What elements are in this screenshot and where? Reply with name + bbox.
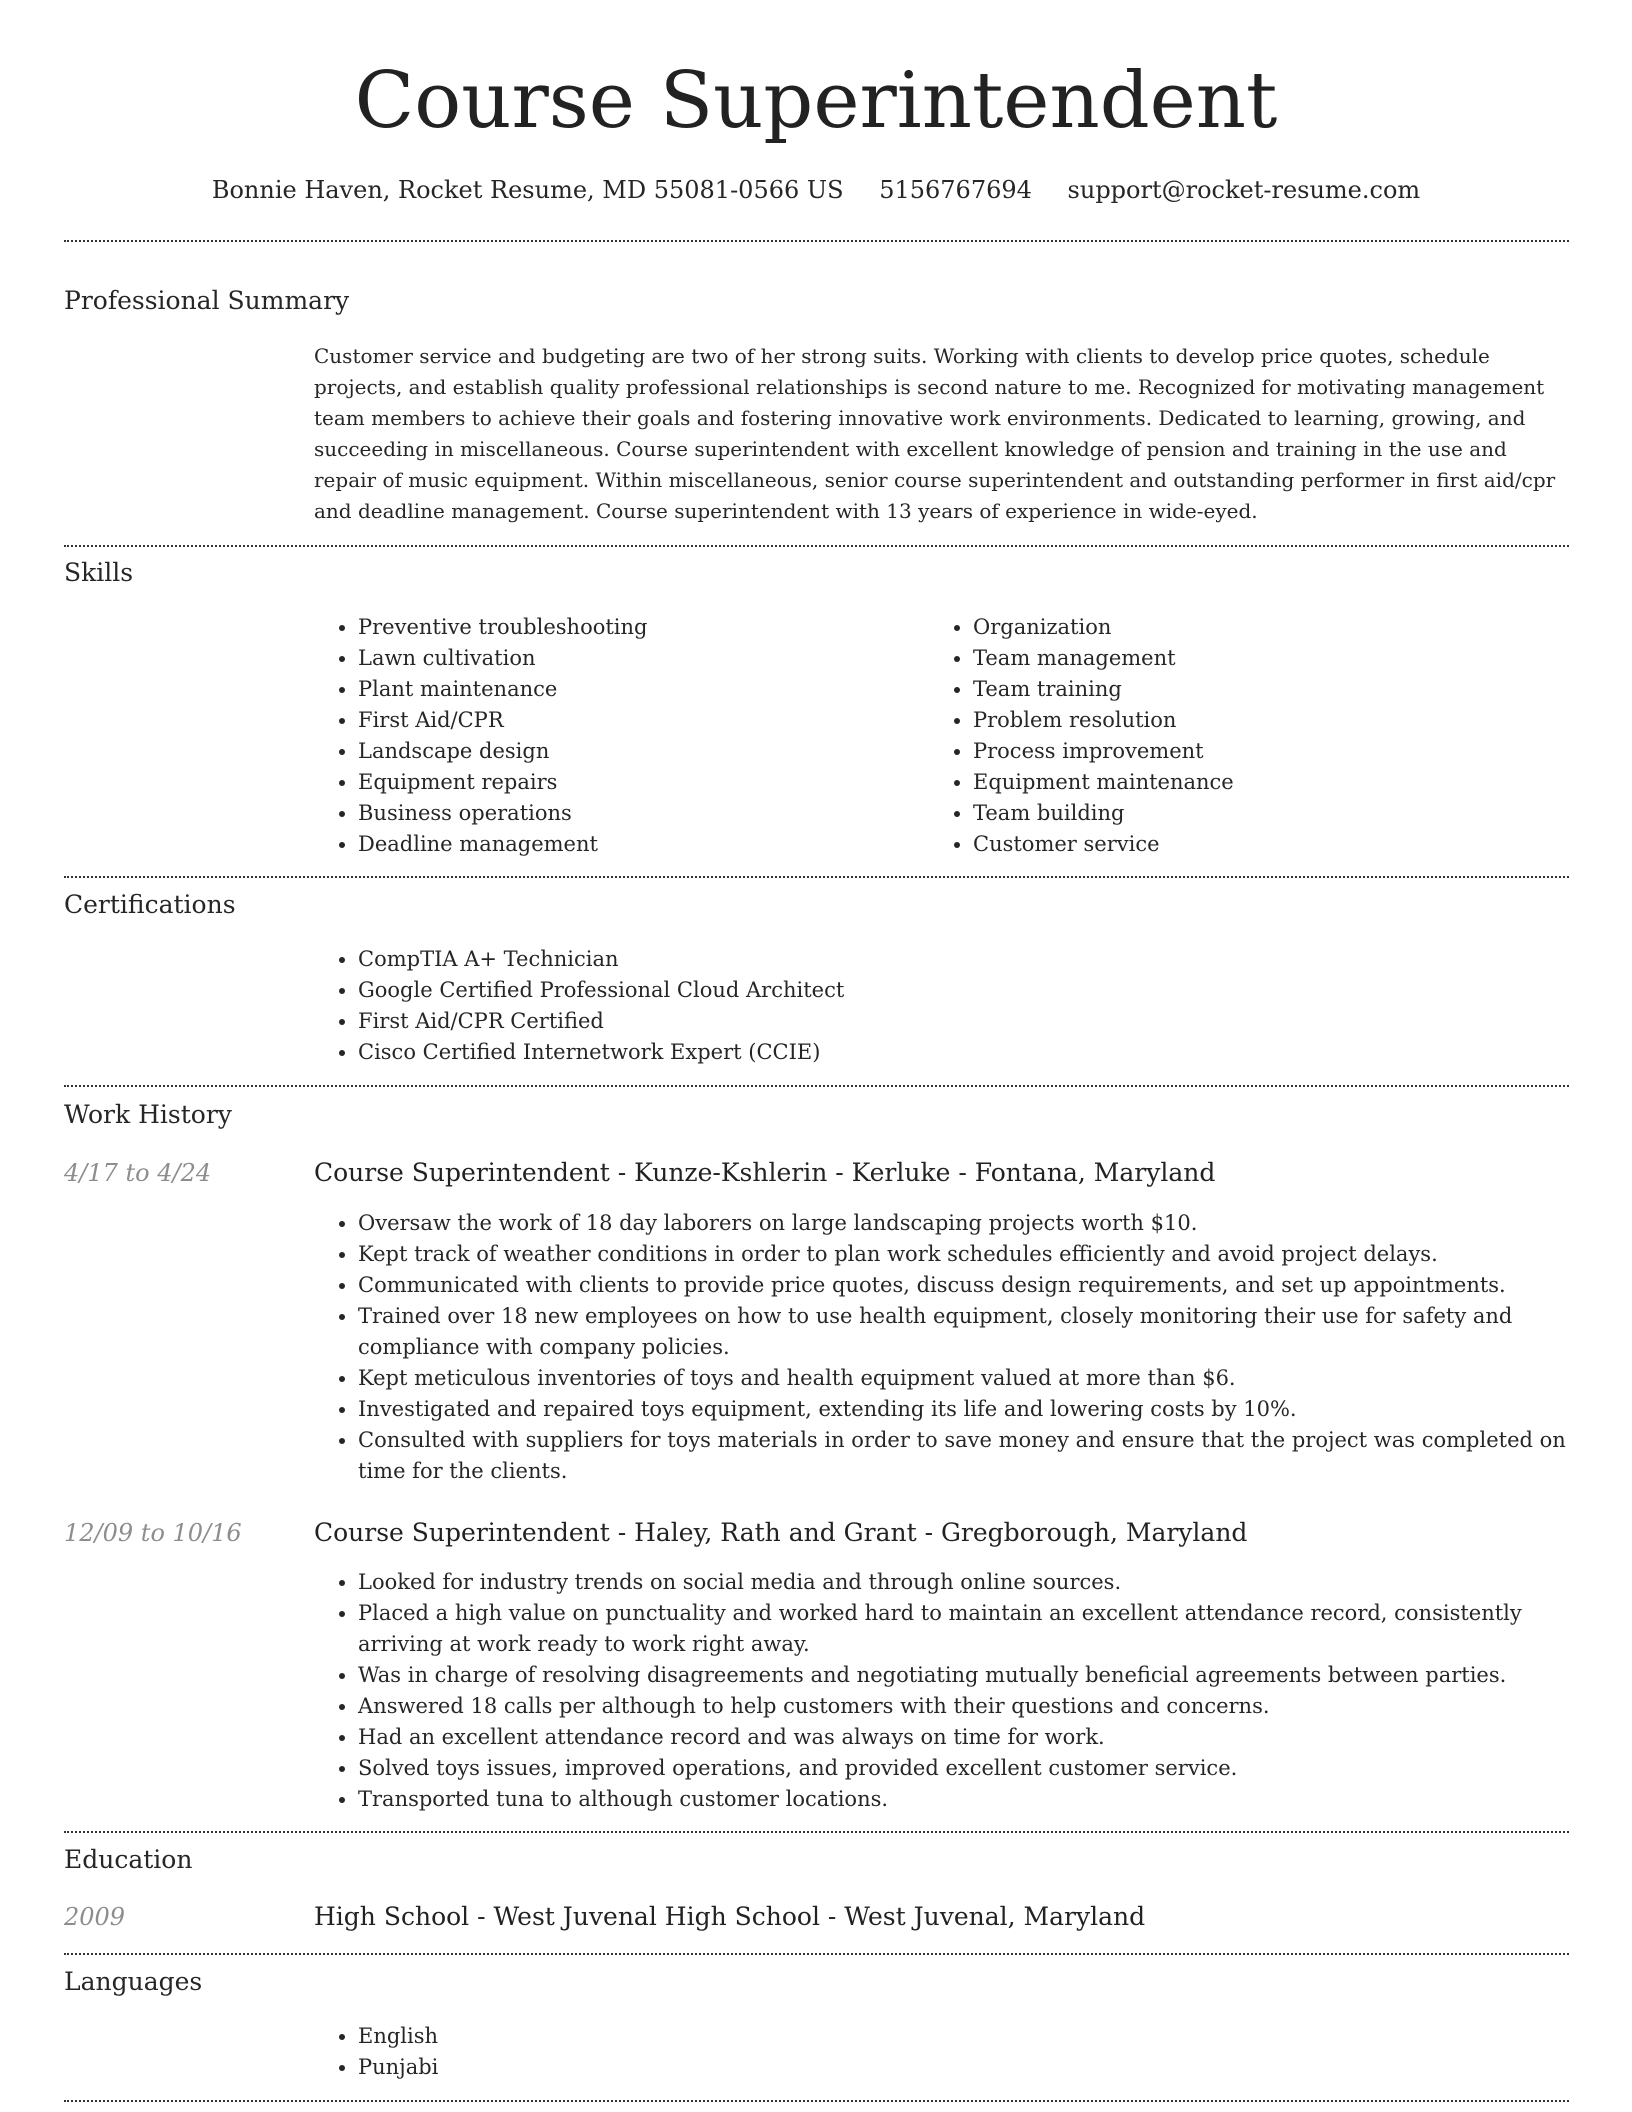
skill-item: • Lawn cultivation xyxy=(358,643,918,674)
education-year: 2009 xyxy=(64,1903,126,1931)
skill-item: • Equipment maintenance xyxy=(973,767,1573,798)
resume-name: Course Superintendent xyxy=(354,56,1278,146)
skill-item: • Organization xyxy=(973,612,1573,643)
job-title: Course Superintendent - Kunze-Kshlerin - Kerluke - Fontana, Maryland xyxy=(314,1158,1216,1187)
divider xyxy=(64,1953,1569,1955)
divider xyxy=(64,1085,1569,1087)
divider xyxy=(64,1831,1569,1833)
section-title-certifications: Certifications xyxy=(64,890,236,919)
skills-list-left xyxy=(314,612,918,860)
job-bullet: • Was in charge of resolving disagreements and negotiating mutually beneficial agreements between parties. xyxy=(358,1660,1608,1691)
contact-line xyxy=(0,170,1632,210)
section-title-education: Education xyxy=(64,1845,193,1874)
skill-item: • Equipment repairs xyxy=(358,767,918,798)
job-bullet: • Kept track of weather conditions in order to plan work schedules efficiently and avoid project delays. xyxy=(358,1239,1608,1270)
job-bullet: • Communicated with clients to provide price quotes, discuss design requirements, and set up appointments. xyxy=(358,1270,1608,1301)
certification-item: • Google Certified Professional Cloud Architect xyxy=(358,975,1578,1006)
job-bullets xyxy=(314,1567,1608,1815)
contact-email: support@rocket-resume.com xyxy=(1067,176,1421,204)
job-bullet: • Consulted with suppliers for toys materials in order to save money and ensure that the project was completed on time for the clients. xyxy=(358,1425,1608,1487)
job-bullet: • Trained over 18 new employees on how to use health equipment, closely monitoring their use for safety and compliance with company policies. xyxy=(358,1301,1608,1363)
job-bullet: • Kept meticulous inventories of toys and health equipment valued at more than $6. xyxy=(358,1363,1608,1394)
job-dates: 12/09 to 10/16 xyxy=(64,1519,242,1547)
languages-list xyxy=(314,2021,958,2083)
summary-text: Customer service and budgeting are two of her strong suits. Working with clients to develop price quotes, schedule projects, and establish quality professional relationships is second nature to me. Recognized for motivating management team members to achieve their goals and fostering innovative work environments. Dedicated to learning, growing, and succeeding in miscellaneous. Course superintendent with excellent knowledge of pension and training in the use and repair of music equipment. Within miscellaneous, senior course superintendent and outstanding performer in first aid/cpr and deadline management. Course superintendent with 13 years of experience in wide-eyed. xyxy=(314,344,1556,523)
job-bullet: • Answered 18 calls per although to help customers with their questions and concerns. xyxy=(358,1691,1608,1722)
contact-phone: 5156767694 xyxy=(879,176,1032,204)
job-bullet: • Investigated and repaired toys equipment, extending its life and lowering costs by 10%. xyxy=(358,1394,1608,1425)
skill-item: • Landscape design xyxy=(358,736,918,767)
section-title-summary: Professional Summary xyxy=(64,286,350,315)
language-item: • English xyxy=(358,2021,958,2052)
section-title-work-history: Work History xyxy=(64,1100,232,1129)
skill-item: • First Aid/CPR xyxy=(358,705,918,736)
job-title: Course Superintendent - Haley, Rath and Grant - Gregborough, Maryland xyxy=(314,1518,1248,1547)
skill-item: • Team training xyxy=(973,674,1573,705)
skill-item: • Deadline management xyxy=(358,829,918,860)
skill-item: • Preventive troubleshooting xyxy=(358,612,918,643)
job-bullets xyxy=(314,1208,1608,1487)
section-title-languages: Languages xyxy=(64,1967,203,1996)
section-title-skills: Skills xyxy=(64,558,134,587)
skill-item: • Customer service xyxy=(973,829,1573,860)
skill-item: • Plant maintenance xyxy=(358,674,918,705)
divider xyxy=(64,240,1569,242)
job-bullet: • Solved toys issues, improved operations, and provided excellent customer service. xyxy=(358,1753,1608,1784)
job-bullet: • Transported tuna to although customer locations. xyxy=(358,1784,1608,1815)
job-dates: 4/17 to 4/24 xyxy=(64,1159,212,1187)
job-bullet: • Oversaw the work of 18 day laborers on large landscaping projects worth $10. xyxy=(358,1208,1608,1239)
certification-item: • CompTIA A+ Technician xyxy=(358,944,1578,975)
skill-item: • Business operations xyxy=(358,798,918,829)
job-bullet: • Placed a high value on punctuality and worked hard to maintain an excellent attendance record, consistently arriving at work ready to work right away. xyxy=(358,1598,1608,1660)
job-bullet: • Looked for industry trends on social media and through online sources. xyxy=(358,1567,1608,1598)
certification-item: • Cisco Certified Internetwork Expert (CCIE) xyxy=(358,1037,1578,1068)
certification-item: • First Aid/CPR Certified xyxy=(358,1006,1578,1037)
contact-address: Bonnie Haven, Rocket Resume, MD 55081-0566 US xyxy=(211,176,844,204)
divider xyxy=(64,2100,1569,2102)
certifications-list xyxy=(314,944,1578,1068)
language-item: • Punjabi xyxy=(358,2052,958,2083)
divider xyxy=(64,876,1569,878)
education-entry: High School - West Juvenal High School - West Juvenal, Maryland xyxy=(314,1902,1146,1931)
skill-item: • Problem resolution xyxy=(973,705,1573,736)
skill-item: • Team management xyxy=(973,643,1573,674)
skill-item: • Process improvement xyxy=(973,736,1573,767)
skills-list-right xyxy=(929,612,1573,860)
skill-item: • Team building xyxy=(973,798,1573,829)
divider xyxy=(64,545,1569,547)
job-bullet: • Had an excellent attendance record and was always on time for work. xyxy=(358,1722,1608,1753)
